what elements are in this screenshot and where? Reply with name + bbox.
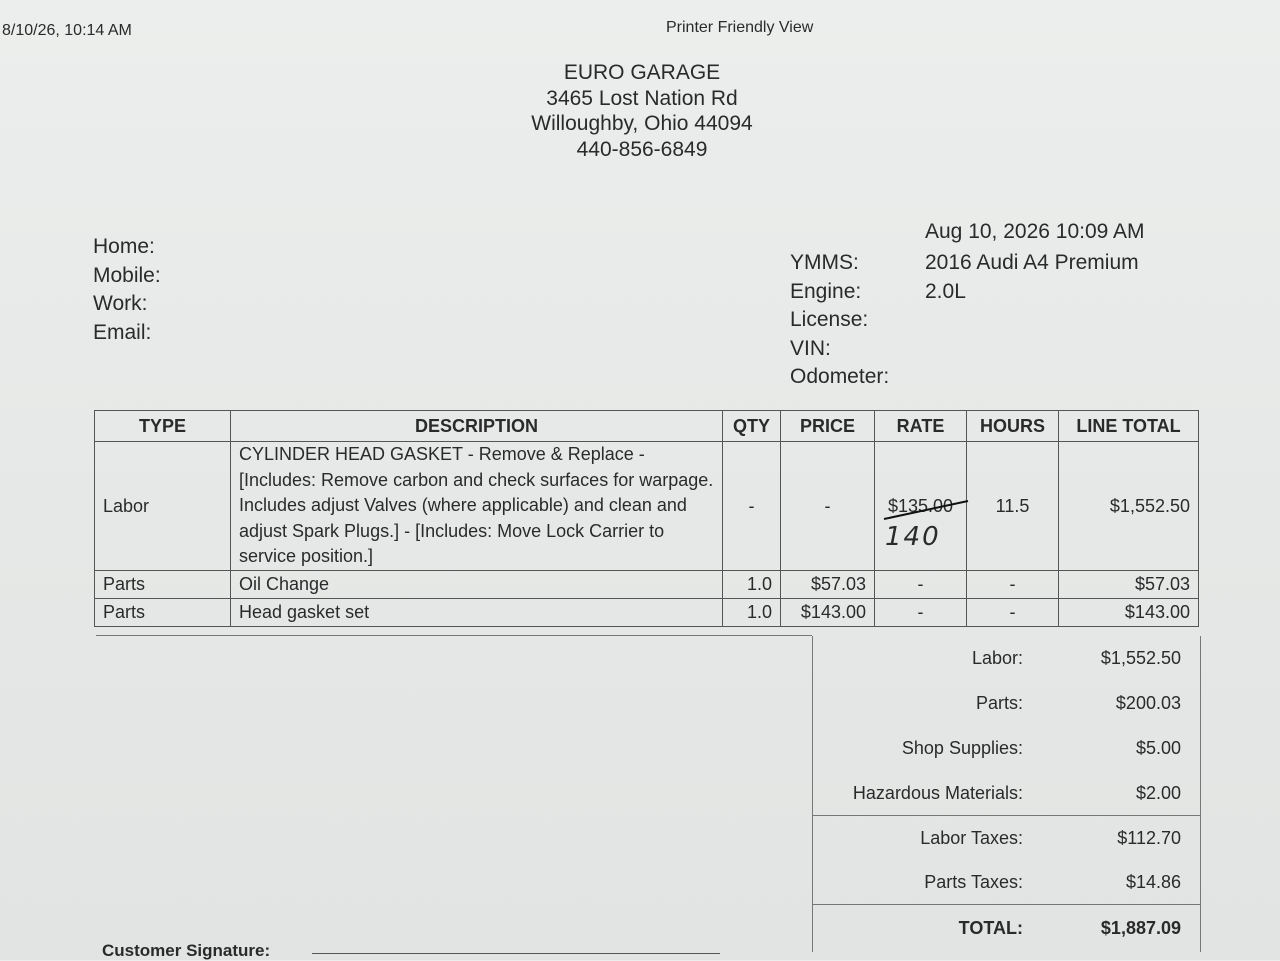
vehicle-row-ymms <box>790 249 1139 278</box>
cell-price: $143.00 <box>781 599 875 627</box>
hazardous-materials-label: Hazardous Materials: <box>852 782 1023 803</box>
customer-signature-label: Customer Signature: <box>102 941 271 960</box>
labor-total-label: Labor: <box>971 648 1023 668</box>
parts-taxes-value: $14.86 <box>1125 871 1181 892</box>
cell-description: Head gasket set <box>231 599 723 627</box>
vehicle-row-odometer <box>790 363 1139 392</box>
engine-label: Engine: <box>790 279 862 303</box>
col-header-line-total: LINE TOTAL <box>1059 411 1199 442</box>
cell-hours: - <box>967 571 1059 599</box>
cell-price: $57.03 <box>781 571 875 599</box>
totals-row-labor-taxes <box>813 815 1200 860</box>
license-label: License: <box>790 308 869 331</box>
engine-value: 2.0L <box>925 279 966 303</box>
home-label: Home: <box>93 235 155 258</box>
table-row-parts <box>95 571 1199 599</box>
shop-city-state-zip: Willoughby, Ohio 44094 <box>531 112 753 135</box>
cell-description: CYLINDER HEAD GASKET - Remove & Replace - [Includes: Remove carbon and check surfaces for warpage. Includes adjust Valves (where applicable) and clean and adjust Spark Plugs.] - [Includes: Move Lock Carrier to service position.] <box>231 442 723 571</box>
cell-qty: 1.0 <box>723 599 781 627</box>
totals-row-shop-supplies <box>813 726 1200 771</box>
cell-qty: 1.0 <box>723 571 781 599</box>
shop-phone: 440-856-6849 <box>576 137 708 161</box>
signature-line <box>312 953 720 954</box>
cell-type: Labor <box>95 442 231 571</box>
totals-row-labor <box>813 636 1200 681</box>
rate-handwritten-correction: 140 <box>885 522 941 552</box>
cell-price: - <box>781 442 875 571</box>
table-bottom-rule <box>96 635 812 636</box>
work-label: Work: <box>93 292 148 315</box>
col-header-hours: HOURS <box>967 411 1059 442</box>
cell-type: Parts <box>95 571 231 599</box>
cell-rate <box>875 442 967 571</box>
parts-total-value: $200.03 <box>1115 693 1181 713</box>
parts-taxes-label: Parts Taxes: <box>924 871 1023 892</box>
table-row-parts <box>95 599 1199 627</box>
odometer-label: Odometer: <box>790 365 890 388</box>
cell-rate: - <box>875 599 967 627</box>
labor-total-value: $1,552.50 <box>1100 648 1181 668</box>
rate-printed-value: $135.00 <box>887 495 954 516</box>
table-header-row <box>95 411 1199 442</box>
col-header-qty: QTY <box>723 411 781 442</box>
mobile-label: Mobile: <box>93 263 161 287</box>
email-label: Email: <box>93 320 152 344</box>
hazardous-materials-value: $2.00 <box>1135 782 1181 803</box>
grand-total-value: $1,887.09 <box>1100 917 1181 938</box>
vehicle-row-vin <box>790 335 1139 364</box>
vin-label: VIN: <box>790 336 831 360</box>
strikethrough-mark <box>882 499 972 521</box>
table-row-labor <box>95 442 1199 571</box>
estimate-datetime: Aug 10, 2026 10:09 AM <box>925 220 1145 243</box>
cell-qty: - <box>723 442 781 571</box>
shop-supplies-value: $5.00 <box>1135 738 1181 758</box>
line-items-table <box>94 410 1199 627</box>
grand-total-label: TOTAL: <box>958 917 1023 938</box>
col-header-description: DESCRIPTION <box>231 411 723 442</box>
labor-taxes-label: Labor Taxes: <box>920 827 1023 848</box>
cell-line-total: $1,552.50 <box>1059 442 1199 571</box>
shop-street: 3465 Lost Nation Rd <box>546 86 738 110</box>
ymms-label: YMMS: <box>790 251 859 274</box>
cell-hours: 11.5 <box>967 442 1059 571</box>
col-header-type: TYPE <box>95 411 231 442</box>
totals-row-hazardous <box>813 771 1200 815</box>
shop-supplies-label: Shop Supplies: <box>901 738 1023 758</box>
shop-name: EURO GARAGE <box>563 61 721 84</box>
ymms-value: 2016 Audi A4 Premium <box>925 251 1139 274</box>
cell-type: Parts <box>95 599 231 627</box>
cell-line-total: $143.00 <box>1059 599 1199 627</box>
printer-friendly-view-title: Printer Friendly View <box>666 19 814 36</box>
cell-rate: - <box>875 571 967 599</box>
labor-taxes-value: $112.70 <box>1117 827 1181 848</box>
cell-description: Oil Change <box>231 571 723 599</box>
shop-info <box>442 60 842 162</box>
print-timestamp: 8/10/26, 10:14 AM <box>2 22 132 39</box>
vehicle-info-block <box>790 249 1139 392</box>
totals-row-grand-total <box>813 904 1200 951</box>
vehicle-row-engine <box>790 278 1139 307</box>
col-header-price: PRICE <box>781 411 875 442</box>
parts-total-label: Parts: <box>975 693 1023 713</box>
totals-row-parts <box>813 681 1200 726</box>
vehicle-row-license <box>790 306 1139 335</box>
col-header-rate: RATE <box>875 411 967 442</box>
cell-line-total: $57.03 <box>1059 571 1199 599</box>
totals-panel <box>812 636 1201 952</box>
rate-printed-struck <box>888 496 953 517</box>
cell-hours: - <box>967 599 1059 627</box>
totals-row-parts-taxes <box>813 860 1200 904</box>
customer-contact-block <box>93 233 161 347</box>
